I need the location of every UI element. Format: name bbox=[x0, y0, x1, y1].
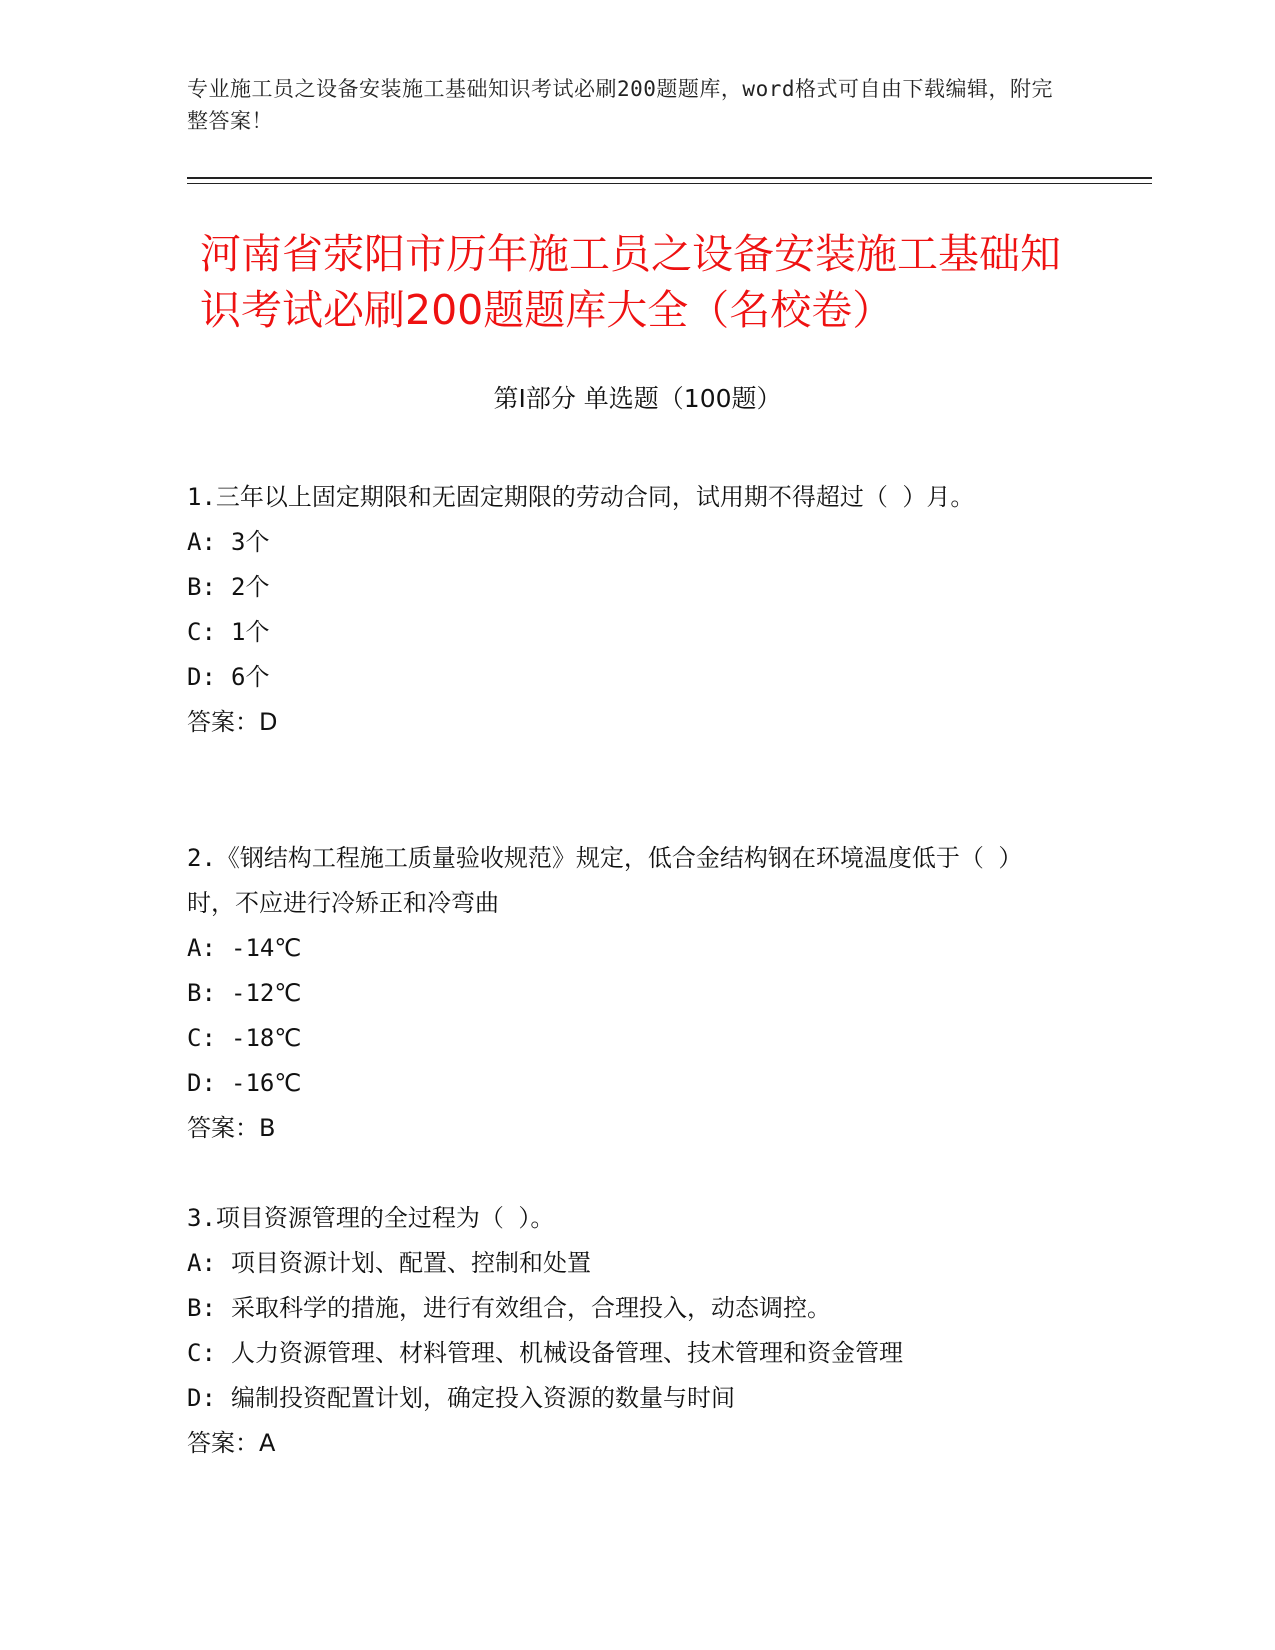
option-d bbox=[187, 655, 1067, 700]
option-b bbox=[187, 1286, 1067, 1331]
option-a bbox=[187, 1241, 1067, 1286]
document-title: 河南省荥阳市历年施工员之设备安装施工基础知识考试必刷200题题库大全（名校卷） bbox=[200, 230, 1061, 334]
option-text: -18℃ bbox=[231, 1024, 302, 1052]
option-text: 编制投资配置计划，确定投入资源的数量与时间 bbox=[231, 1384, 735, 1412]
header-divider bbox=[187, 177, 1152, 179]
option-c bbox=[187, 1016, 1067, 1061]
option-key: C: bbox=[187, 1024, 216, 1052]
option-d bbox=[187, 1376, 1067, 1421]
option-c bbox=[187, 1331, 1067, 1376]
option-text: 采取科学的措施，进行有效组合，合理投入，动态调控。 bbox=[231, 1294, 831, 1322]
option-key: B: bbox=[187, 573, 216, 601]
option-text: 3个 bbox=[231, 528, 270, 556]
option-text: 6个 bbox=[231, 663, 270, 691]
option-key: D: bbox=[187, 663, 216, 691]
option-d bbox=[187, 1061, 1067, 1106]
option-text: 2个 bbox=[231, 573, 270, 601]
option-key: A: bbox=[187, 934, 216, 962]
option-text: -12℃ bbox=[231, 979, 302, 1007]
option-key: C: bbox=[187, 1339, 216, 1367]
option-text: 人力资源管理、材料管理、机械设备管理、技术管理和资金管理 bbox=[231, 1339, 903, 1367]
question-stem: 3.项目资源管理的全过程为（ ）。 bbox=[187, 1204, 555, 1232]
option-key: B: bbox=[187, 1294, 216, 1322]
option-text: 1个 bbox=[231, 618, 270, 646]
header-note: 专业施工员之设备安装施工基础知识考试必刷200题题库，word格式可自由下载编辑，附完整答案！ bbox=[187, 77, 1053, 133]
answer: 答案：D bbox=[187, 708, 278, 736]
question-1 bbox=[187, 475, 1067, 745]
option-key: A: bbox=[187, 1249, 216, 1277]
question-stem: 2.《钢结构工程施工质量验收规范》规定，低合金结构钢在环境温度低于（ ）时，不应进行冷矫正和冷弯曲 bbox=[187, 844, 1023, 917]
answer: 答案：B bbox=[187, 1114, 276, 1142]
option-c bbox=[187, 610, 1067, 655]
option-text: -16℃ bbox=[231, 1069, 302, 1097]
question-3 bbox=[187, 1196, 1067, 1466]
option-key: B: bbox=[187, 979, 216, 1007]
option-b bbox=[187, 971, 1067, 1016]
option-text: 项目资源计划、配置、控制和处置 bbox=[231, 1249, 591, 1277]
option-b bbox=[187, 565, 1067, 610]
option-a bbox=[187, 926, 1067, 971]
question-2 bbox=[187, 836, 1067, 1151]
option-text: -14℃ bbox=[231, 934, 302, 962]
option-a bbox=[187, 520, 1067, 565]
question-stem: 1.三年以上固定期限和无固定期限的劳动合同，试用期不得超过（ ）月。 bbox=[187, 483, 975, 511]
header-divider-thin bbox=[187, 183, 1152, 184]
answer: 答案：A bbox=[187, 1429, 276, 1457]
option-key: A: bbox=[187, 528, 216, 556]
option-key: C: bbox=[187, 618, 216, 646]
option-key: D: bbox=[187, 1069, 216, 1097]
option-key: D: bbox=[187, 1384, 216, 1412]
section-heading: 第Ⅰ部分 单选题（100题） bbox=[493, 384, 782, 413]
